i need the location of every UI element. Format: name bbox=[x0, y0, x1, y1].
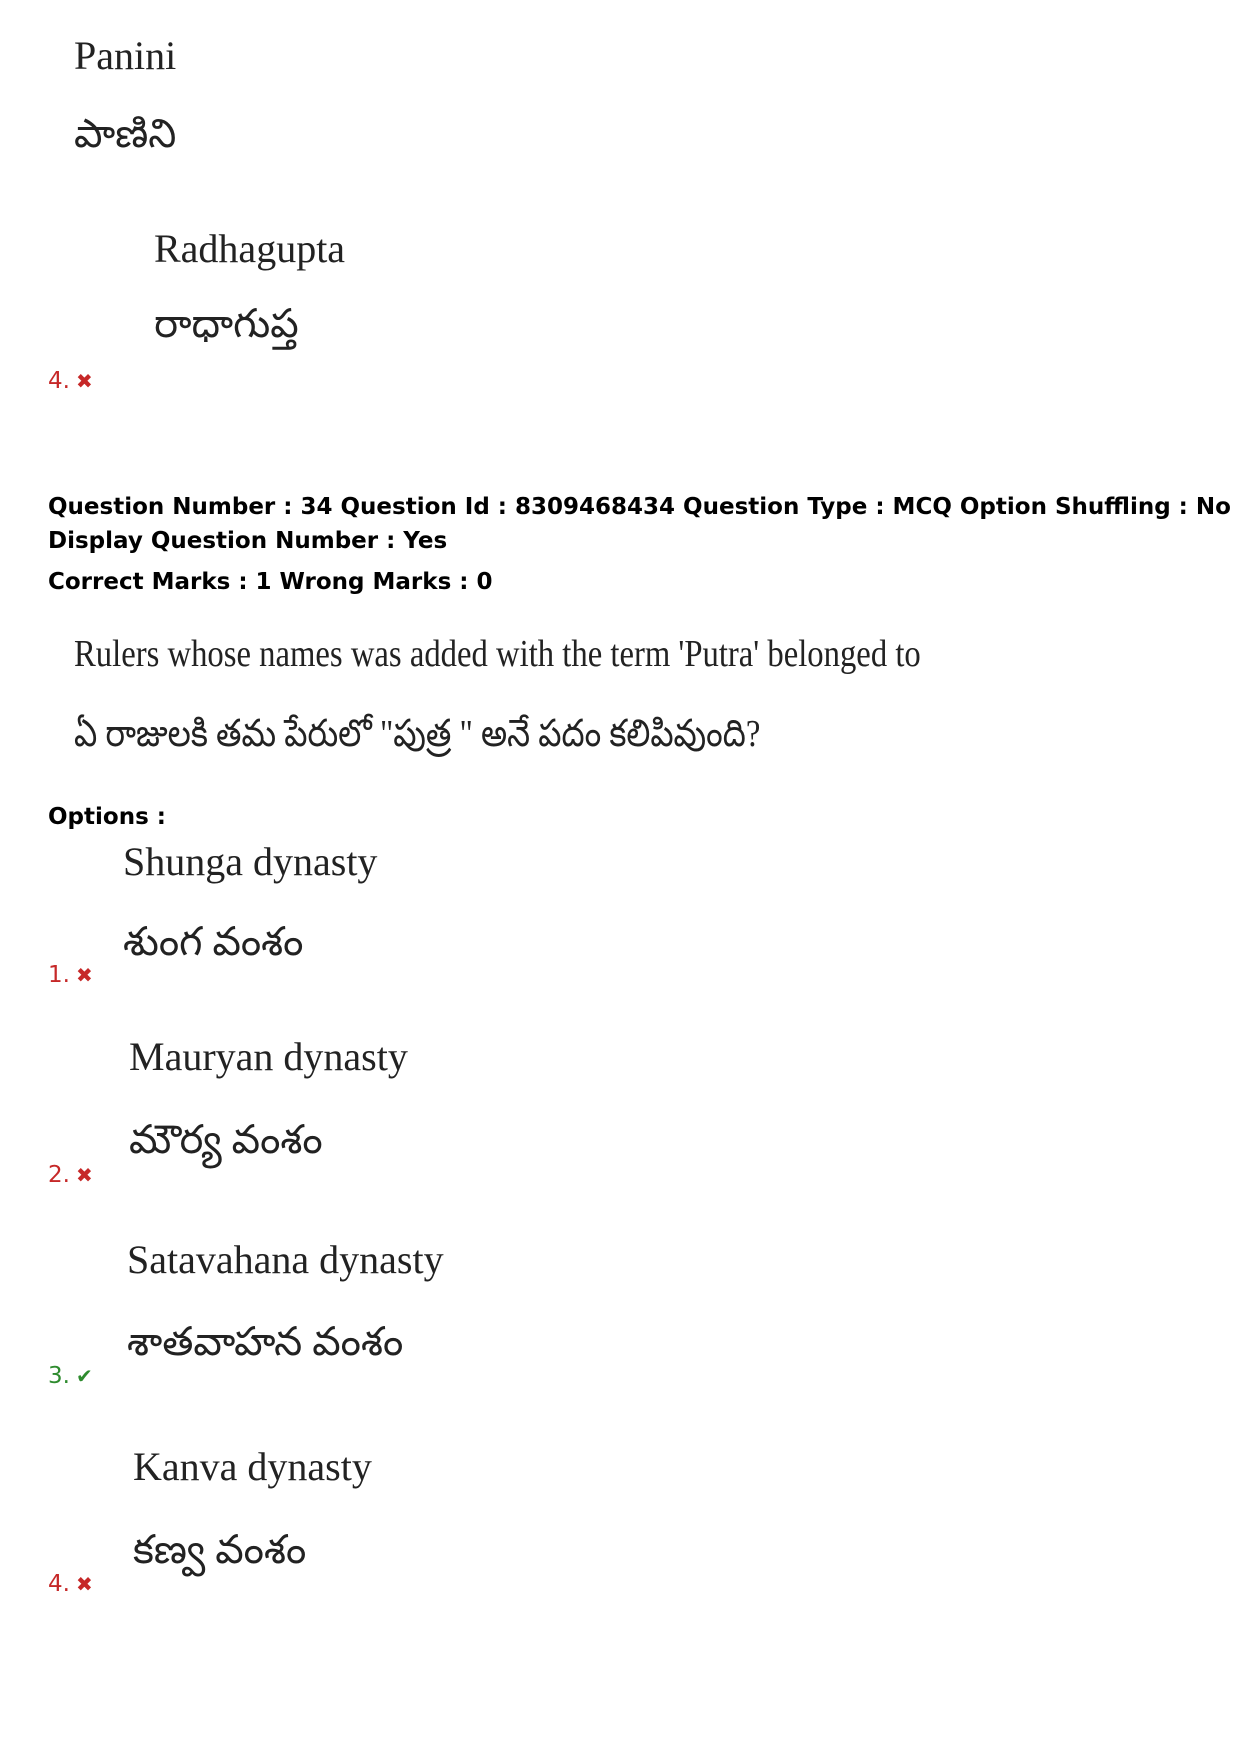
option-2-number bbox=[48, 1162, 93, 1188]
option-4-english: Kanva dynasty bbox=[133, 1444, 372, 1489]
options-label: Options : bbox=[48, 804, 166, 830]
option-number: 2. bbox=[48, 1162, 70, 1188]
question-marks: Correct Marks : 1 Wrong Marks : 0 bbox=[48, 569, 493, 595]
option-number: 4. bbox=[48, 368, 70, 394]
cross-icon: ✖ bbox=[75, 1163, 93, 1187]
option-1-telugu: శుంగ వంశం bbox=[123, 919, 304, 964]
question-text-english: Rulers whose names was added with the term 'Putra' belonged to bbox=[74, 633, 921, 675]
option-4-number bbox=[48, 1571, 93, 1597]
prev-option-upper-telugu: పాణిని bbox=[74, 111, 177, 156]
question-text-telugu: ఏ రాజులకి తమ పేరులో "పుత్ర " అనే పదం కలిపివుంది? bbox=[74, 713, 761, 755]
prev-option-4-number bbox=[48, 368, 93, 394]
option-2-english: Mauryan dynasty bbox=[129, 1034, 408, 1079]
cross-icon: ✖ bbox=[75, 1572, 93, 1596]
question-meta-line2: Display Question Number : Yes bbox=[48, 528, 448, 554]
option-3-number bbox=[48, 1363, 93, 1389]
option-number: 3. bbox=[48, 1363, 70, 1389]
question-meta-line1: Question Number : 34 Question Id : 8309468434 Question Type : MCQ Option Shuffling : No bbox=[48, 494, 1231, 520]
prev-option-4-english: Radhagupta bbox=[154, 226, 346, 271]
option-1-number bbox=[48, 962, 93, 988]
cross-icon: ✖ bbox=[75, 369, 93, 393]
prev-option-upper-english: Panini bbox=[74, 33, 177, 78]
option-3-english: Satavahana dynasty bbox=[127, 1237, 444, 1282]
option-number: 1. bbox=[48, 962, 70, 988]
cross-icon: ✖ bbox=[75, 963, 93, 987]
check-icon: ✔ bbox=[75, 1364, 93, 1388]
option-1-english: Shunga dynasty bbox=[123, 839, 378, 884]
option-3-telugu: శాతవాహన వంశం bbox=[127, 1319, 404, 1364]
option-4-telugu: కణ్వ వంశం bbox=[133, 1527, 307, 1572]
option-2-telugu: మౌర్య వంశం bbox=[129, 1117, 323, 1162]
option-number: 4. bbox=[48, 1571, 70, 1597]
prev-option-4-telugu: రాధాగుప్త bbox=[154, 301, 299, 346]
